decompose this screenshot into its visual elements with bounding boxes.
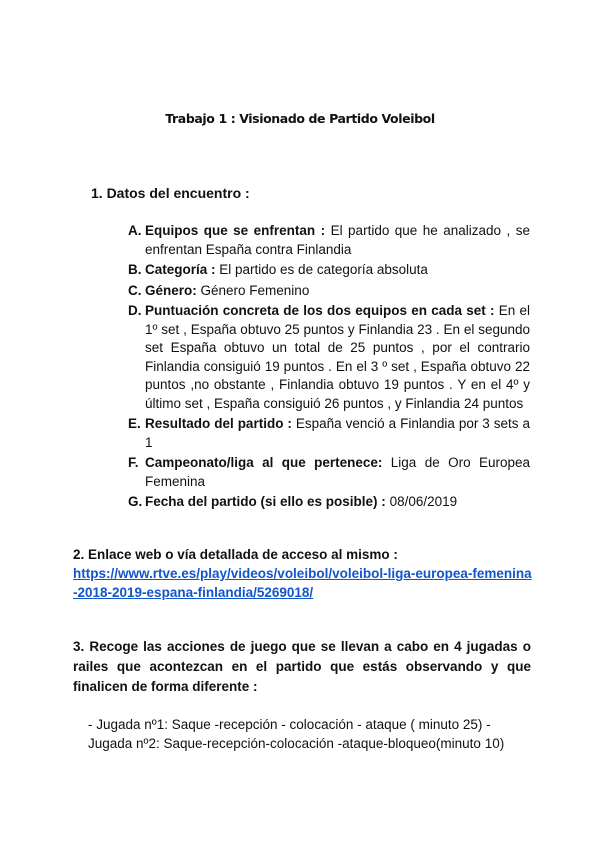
item-label: Fecha del partido (si ello es posible) : — [145, 494, 386, 509]
item-label: Resultado del partido : — [145, 416, 292, 431]
plays-list — [88, 715, 538, 753]
item-letter: E. — [128, 416, 141, 431]
item-text: 08/06/2019 — [385, 494, 458, 509]
match-data-list — [128, 222, 530, 514]
list-item — [128, 261, 530, 280]
item-letter: A. — [128, 223, 142, 238]
play-item: - Jugada nº1: Saque -recepción - colocación - ataque ( minuto 25) - — [88, 717, 491, 732]
section-2 — [73, 545, 533, 602]
item-letter: D. — [128, 303, 142, 318]
list-item — [128, 415, 530, 452]
list-item — [128, 454, 530, 491]
list-item — [128, 282, 530, 301]
section-1-heading: 1. Datos del encuentro : — [91, 185, 250, 201]
item-text: España venció a Finlandia por 3 sets a 1 — [145, 416, 530, 450]
item-text: Género Femenino — [196, 282, 310, 298]
document-title: Trabajo 1 : Visionado de Partido Voleibol — [165, 111, 435, 126]
item-letter: F. — [128, 455, 139, 470]
item-letter: G. — [128, 494, 143, 509]
list-item — [128, 302, 530, 413]
play-item: Jugada nº2: Saque-recepción-colocación -ataque-bloqueo(minuto 10) — [88, 736, 505, 751]
item-text: Liga de Oro Europea Femenina — [145, 455, 530, 489]
list-item — [128, 222, 530, 259]
item-label: Género: — [145, 282, 197, 298]
item-label: Campeonato/liga al que pertenece: — [145, 455, 383, 470]
item-text: El partido es de categoría absoluta — [215, 262, 428, 277]
item-label: Categoría : — [145, 262, 216, 277]
item-text: El partido que he analizado , se enfrentan España contra Finlandia — [145, 223, 530, 257]
item-text: En el 1º set , España obtuvo 25 puntos y Finlandia 23 . En el segundo set España obtuvo un total de 25 puntos , por el contrario Finlandia consiguió 19 puntos . En el 3 º set , España obtuvo 22 puntos ,no obstante , Finlandia obtuvo 19 puntos . Y en el 4º y último set , España consiguió 26 puntos , y Finlandia 24 puntos — [145, 303, 531, 411]
item-letter: C. — [128, 282, 142, 298]
section-2-heading: 2. Enlace web o vía detallada de acceso al mismo : — [73, 547, 398, 562]
match-video-link[interactable]: https://www.rtve.es/play/videos/voleibol/voleibol-liga-europea-femenina-2018-2019-espana-finlandia/5269018/ — [73, 566, 532, 600]
item-label: Equipos que se enfrentan : — [145, 223, 326, 238]
list-item — [128, 493, 530, 512]
item-label: Puntuación concreta de los dos equipos en cada set : — [145, 303, 495, 318]
item-letter: B. — [128, 262, 142, 277]
section-3-heading: 3. Recoge las acciones de juego que se llevan a cabo en 4 jugadas o railes que acontezcan en el partido que estás observando y que finalicen de forma diferente : — [73, 639, 531, 694]
